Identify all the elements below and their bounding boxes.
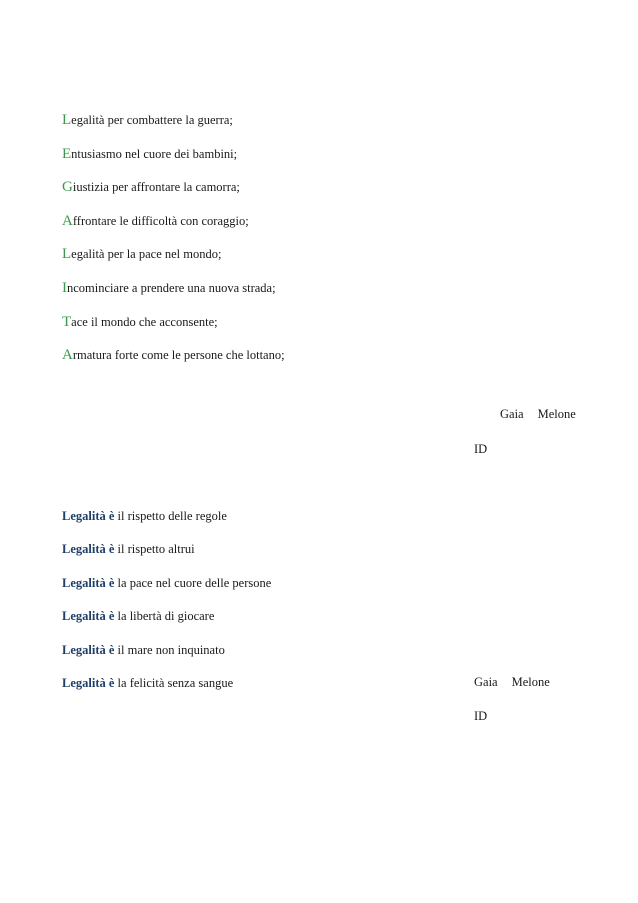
acrostic-text: egalità per la pace nel mondo;: [71, 247, 222, 262]
author-first-name: Gaia: [474, 675, 498, 689]
acrostic-initial: A: [62, 347, 73, 364]
acrostic-initial: L: [62, 112, 72, 128]
acrostic-line: [62, 347, 482, 381]
author-last-name: Melone: [537, 407, 576, 421]
acrostic-initial: I: [62, 279, 67, 296]
acrostic-line: [62, 213, 482, 247]
acrostic-line: [62, 146, 482, 180]
legalita-lead: Legalità è: [62, 542, 115, 557]
legalita-poem: [62, 508, 482, 708]
acrostic-text: iustizia per affrontare la camorra;: [72, 180, 240, 195]
acrostic-author: [500, 406, 576, 422]
legalita-line: [62, 541, 482, 574]
legalita-text: il rispetto altrui: [117, 542, 195, 557]
acrostic-initial: L: [62, 246, 72, 263]
acrostic-line: [62, 112, 482, 146]
acrostic-class: ID: [474, 442, 488, 456]
acrostic-text: ace il mondo che acconsente;: [71, 314, 218, 329]
legalita-line: [62, 608, 482, 641]
legalita-line: [62, 675, 482, 708]
author-last-name: Melone: [511, 675, 550, 689]
legalita-author: [474, 674, 550, 690]
legalita-text: il mare non inquinato: [117, 642, 225, 657]
acrostic-initial: T: [62, 313, 72, 330]
legalita-text: la pace nel cuore delle persone: [117, 575, 272, 590]
acrostic-initial: G: [62, 179, 73, 196]
legalita-text: la libertà di giocare: [117, 609, 215, 624]
legalita-lead: Legalità è: [62, 642, 115, 657]
legalita-lead: Legalità è: [62, 575, 115, 590]
acrostic-initial: E: [62, 145, 72, 162]
acrostic-text: ntusiasmo nel cuore dei bambini;: [71, 146, 238, 161]
legalita-lead: Legalità è: [62, 509, 115, 523]
legalita-line: [62, 642, 482, 675]
legalita-lead: Legalità è: [62, 609, 115, 624]
legalita-class: ID: [474, 709, 488, 723]
acrostic-line: [62, 179, 482, 213]
legalita-line: [62, 575, 482, 608]
acrostic-line: [62, 314, 482, 348]
legalita-line: [62, 508, 482, 541]
acrostic-line: [62, 280, 482, 314]
acrostic-poem: [62, 112, 482, 381]
legalita-text: il rispetto delle regole: [117, 509, 227, 523]
legalita-text: la felicità senza sangue: [117, 675, 234, 690]
legalita-lead: Legalità è: [62, 675, 115, 690]
acrostic-text: egalità per combattere la guerra;: [71, 113, 233, 127]
acrostic-text: rmatura forte come le persone che lottano;: [72, 348, 285, 363]
acrostic-initial: A: [62, 212, 73, 229]
acrostic-line: [62, 246, 482, 280]
acrostic-text: ffrontare le difficoltà con coraggio;: [72, 213, 249, 228]
author-first-name: Gaia: [500, 407, 524, 421]
acrostic-text: ncominciare a prendere una nuova strada;: [67, 280, 276, 295]
